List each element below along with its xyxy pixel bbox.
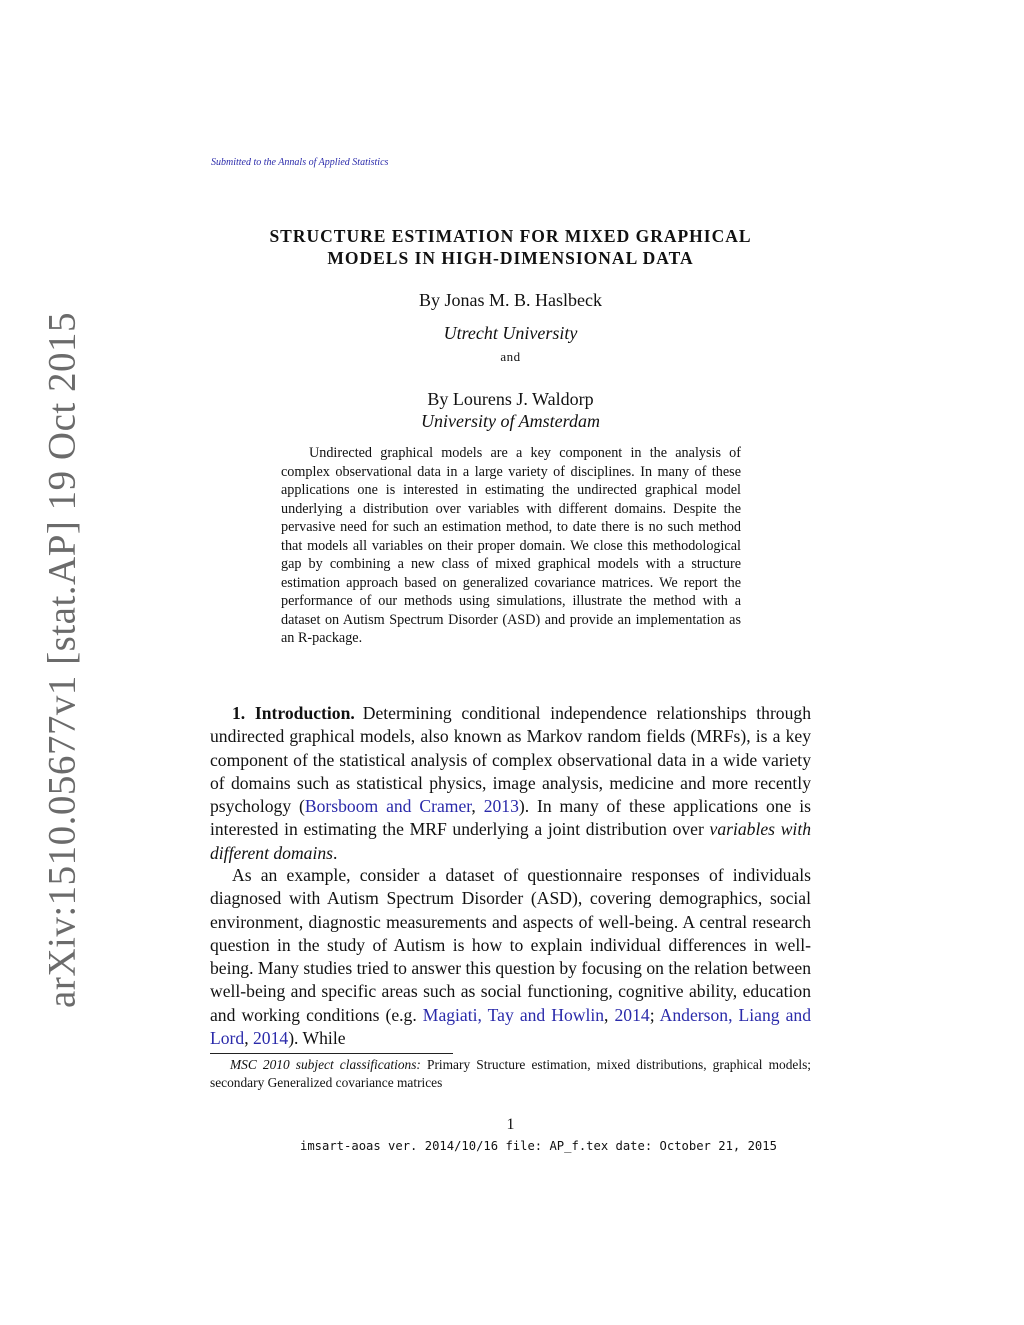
abstract: Undirected graphical models are a key component in the analysis of complex observational data in a large variety of disciplines. In many of these applications one is interested in estimating the undirected graphical model underlying a distribution over variables with different domains. Despite the pervasive need for such an estimation method, to date there is no such method that models all variables on their proper domain. We close this methodological gap by combining a new class of mixed graphical models with a structure estimation approach based on generalized covariance matrices. We report the performance of our methods using simulations, illustrate the method with a dataset on Autism Spectrum Disorder (ASD) and provide an implementation as an R-package.	[281, 445, 741, 646]
intro-p1-sep: ,	[471, 796, 484, 817]
intro-p1-text-b: ). In many of these applications one is interested in estimating the MRF underlying a joint distribution over	[210, 796, 811, 840]
arxiv-identifier-sidebar: arXiv:1510.05677v1 [stat.AP] 19 Oct 2015	[40, 312, 84, 1008]
imsart-footer: imsart-aoas ver. 2014/10/16 file: AP_f.tex date: October 21, 2015	[300, 1139, 777, 1153]
emphasis-variables-domains: variables with different domains	[210, 819, 811, 863]
journal-submission-note[interactable]: Submitted to the Annals of Applied Statistics	[211, 157, 389, 168]
intro-p2-text-b: ). While	[288, 1028, 346, 1049]
intro-paragraph-2	[210, 864, 811, 1050]
intro-paragraph-1	[210, 702, 811, 865]
citation-borsboom-cramer[interactable]: Borsboom and Cramer	[304, 796, 472, 817]
section-heading: 1. Introduction.	[232, 703, 355, 723]
author-separator: and	[500, 349, 521, 364]
footnote-label: MSC 2010 subject classifications:	[230, 1057, 421, 1072]
citation-magiati[interactable]: Magiati, Tay and Howlin	[422, 1004, 605, 1025]
footnote-rule	[210, 1053, 453, 1054]
citation-magiati-year[interactable]: 2014	[614, 1004, 650, 1025]
citation-anderson-year[interactable]: 2014	[253, 1028, 289, 1049]
page-number: 1	[506, 1116, 515, 1133]
intro-p1-end: .	[332, 842, 338, 863]
author-1-affiliation: Utrecht University	[443, 323, 578, 343]
footnote-text: Primary Structure estimation, mixed distributions, graphical models; secondary Generalized covariance matrices	[210, 1057, 811, 1090]
citation-anderson[interactable]: Anderson, Liang and Lord	[210, 1004, 811, 1049]
intro-p2-sep2: ,	[244, 1028, 253, 1049]
footnote	[210, 1056, 811, 1092]
intro-p1-text-a: Determining conditional independence relationships through undirected graphical models, also known as Markov random fields (MRFs), is a key component of the statistical analysis of complex observational data in a wide variety of domains such as statistical physics, image analysis, medicine and more recently psychology (	[210, 703, 811, 817]
intro-p2-text-a: As an example, consider a dataset of questionnaire responses of individuals diagnosed with Autism Spectrum Disorder (ASD), covering demographics, social environment, diagnostic measurements and aspects of well-being. A central research question in the study of Autism is how to explain individual differences in well-being. Many studies tried to answer this question by focusing on the relation between well-being and specific areas such as social functioning, cognitive ability, education and working conditions (e.g.	[210, 865, 811, 1025]
paper-title-line-2: MODELS IN HIGH-DIMENSIONAL DATA	[327, 248, 694, 268]
citation-borsboom-cramer-year[interactable]: 2013	[483, 796, 519, 817]
author-2-affiliation: University of Amsterdam	[421, 411, 600, 431]
intro-p2-semicolon: ;	[649, 1004, 660, 1025]
intro-p2-sep1: ,	[604, 1004, 615, 1025]
author-2-name: By Lourens J. Waldorp	[427, 389, 594, 409]
author-1-name: By Jonas M. B. Haslbeck	[419, 290, 602, 310]
paper-title-line-1: STRUCTURE ESTIMATION FOR MIXED GRAPHICAL	[269, 226, 752, 246]
